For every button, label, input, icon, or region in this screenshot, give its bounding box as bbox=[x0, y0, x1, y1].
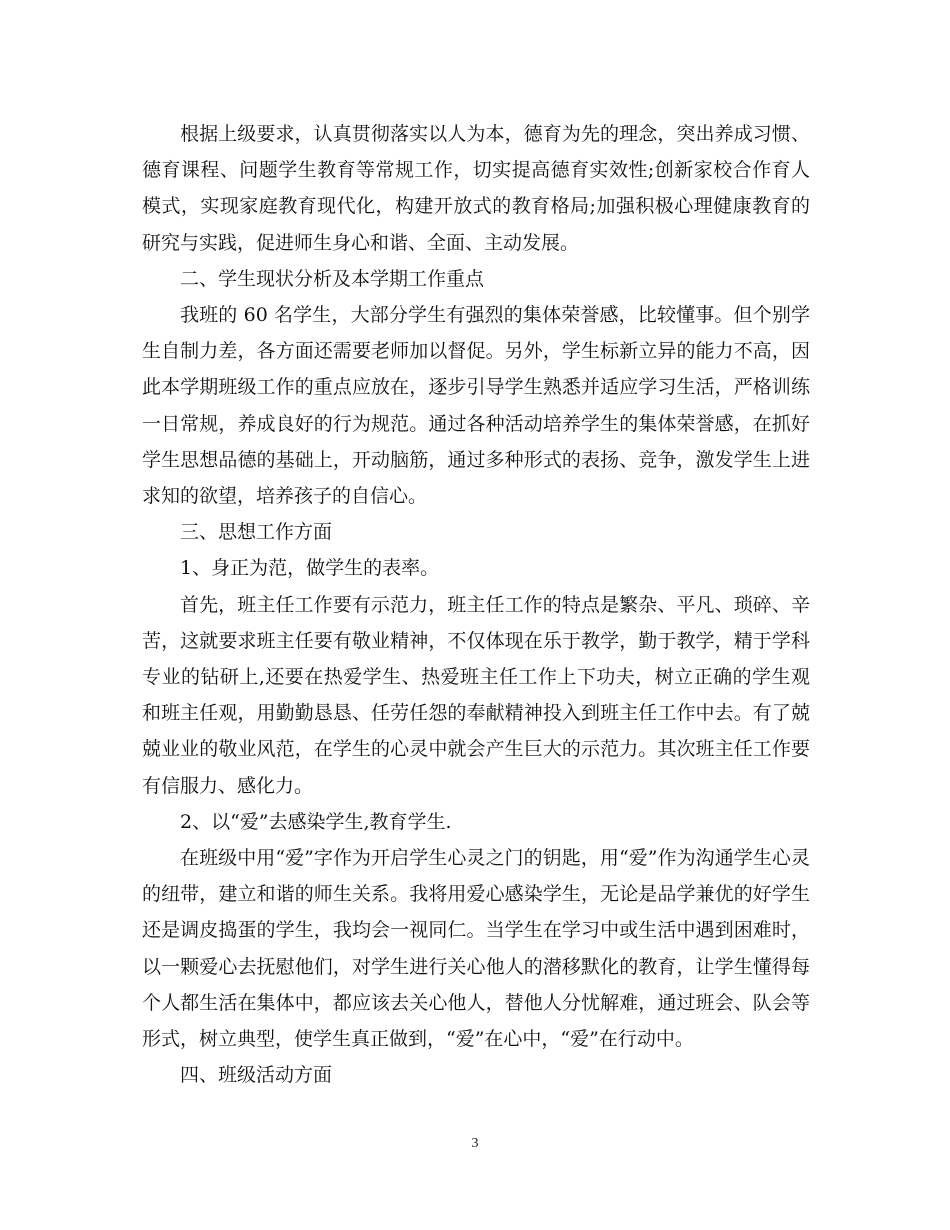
section-heading-2: 二、学生现状分析及本学期工作重点 bbox=[180, 267, 485, 290]
paragraph-love: 在班级中用“爱”字作为开启学生心灵之门的钥匙，用“爱”作为沟通学生心灵的纽带，建立和谐的师生关系。我将用爱心感染学生，无论是品学兼优的好学生还是调皮捣蛋的学生，我均会一视同仁。当学生在学习中或生活中遇到困难时，以一颗爱心去抚慰他们，对学生进行关心他人的潜移默化的教育，让学生懂得每个人都生活在集体中，都应该去关心他人，替他人分忧解难，通过班会、队会等形式，树立典型，使学生真正做到，“爱”在心中，“爱”在行动中。 bbox=[142, 847, 810, 1051]
paragraph-student-analysis: 我班的 60 名学生，大部分学生有强烈的集体荣誉感，比较懂事。但个别学生自制力差，各方面还需要老师加以督促。另外，学生标新立异的能力不高，因此本学期班级工作的重点应放在，逐步引导学生熟悉并适应学习生活，严格训练一日常规，养成良好的行为规范。通过各种活动培养学生的集体荣誉感，在抓好学生思想品德的基础上，开动脑筋，通过多种形式的表扬、竞争，激发学生上进求知的欲望，培养孩子的自信心。 bbox=[142, 304, 810, 508]
paragraph-role-model: 首先，班主任工作要有示范力，班主任工作的特点是繁杂、平凡、琐碎、辛苦，这就要求班主任要有敬业精神，不仅体现在乐于教学，勤于教学，精于学科专业的钻研上,还要在热爱学生、热爱班主任工作上下功夫，树立正确的学生观和班主任观，用勤勤恳恳、任劳任怨的奉献精神投入到班主任工作中去。有了兢兢业业的敬业风范，在学生的心灵中就会产生巨大的示范力。其次班主任工作要有信服力、感化力。 bbox=[142, 593, 810, 797]
section-heading-3: 三、思想工作方面 bbox=[180, 521, 333, 544]
subheading-1: 1、身正为范，做学生的表率。 bbox=[180, 557, 440, 580]
subheading-2: 2、以“爱”去感染学生,教育学生. bbox=[180, 810, 452, 833]
paragraph-intro: 根据上级要求，认真贯彻落实以人为本，德育为先的理念，突出养成习惯、德育课程、问题学生教育等常规工作，切实提高德育实效性;创新家校合作育人模式，实现家庭教育现代化，构建开放式的教育格局;加强积极心理健康教育的研究与实践，促进师生身心和谐、全面、主动发展。 bbox=[142, 123, 810, 254]
document-body bbox=[142, 116, 810, 1093]
section-heading-4: 四、班级活动方面 bbox=[180, 1064, 333, 1087]
page-number: 3 bbox=[471, 1136, 479, 1151]
